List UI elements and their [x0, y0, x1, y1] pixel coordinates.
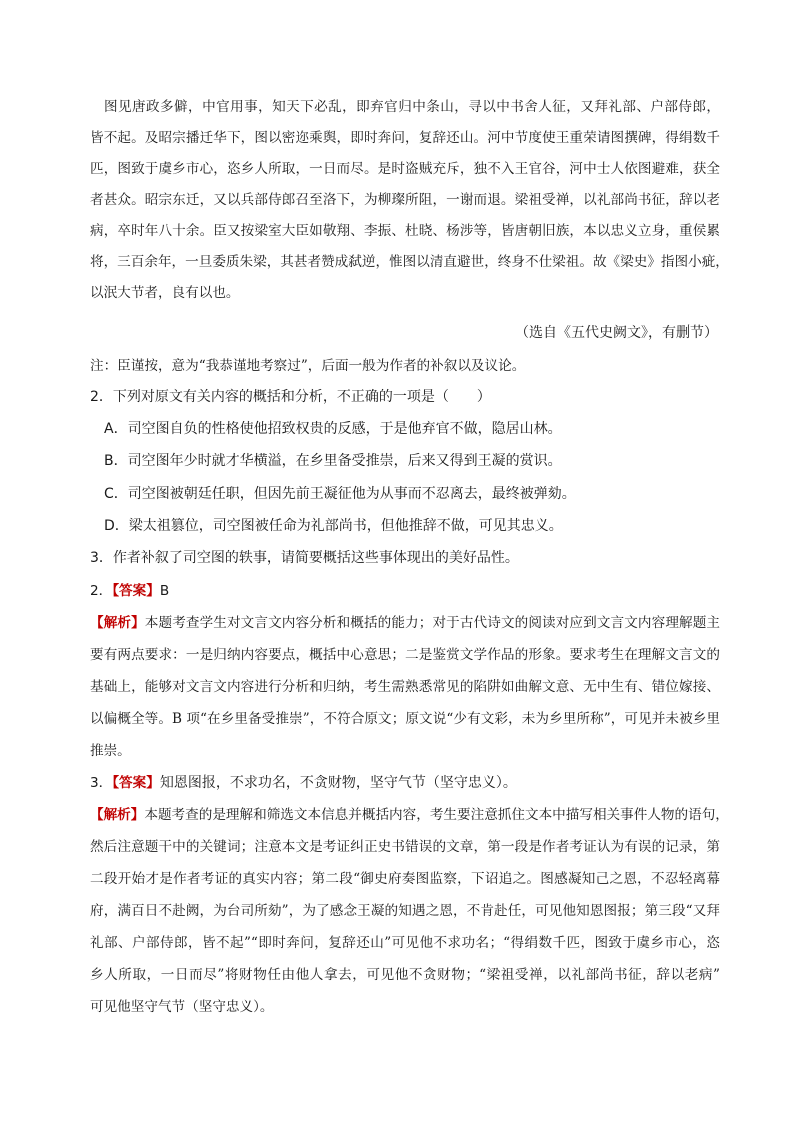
passage-line: 匹，图致于虞乡市心，恣乡人所取，一日而尽。是时盗贼充斥，独不入王官谷，河中士人依图避难，获全 [90, 161, 720, 177]
analysis-line: 基础上，能够对文言文内容进行分析和归纳，考生需熟悉常见的陷阱如曲解文意、无中生有、错位嫁接、 [90, 679, 720, 695]
question-2-stem: 2．下列对原文有关内容的概括和分析，不正确的一项是（ ） [90, 389, 491, 405]
analysis-line: 【解析】本题考查学生对文言文内容分析和概括的能力；对于古代诗文的阅读对应到文言文内容理解题主 [90, 615, 721, 631]
analysis-line: 以偏概全等。B 项“在乡里备受推崇”，不符合原文；原文说“少有文彩，未为乡里所称”，可见并未被乡里 [90, 711, 720, 727]
question-2-option-d: D．梁太祖篡位，司空图被任命为礼部尚书，但他推辞不做，可见其忠义。 [104, 518, 563, 534]
passage-line: 图见唐政多僻，中官用事，知天下必乱，即弃官归中条山，寻以中书舍人征，又拜礼部、户部侍郎， [104, 99, 720, 115]
analysis-line: 乡人所取，一日而尽”将财物任由他人拿去，可见他不贪财物；“梁祖受禅，以礼部尚书征，辞以老病” [90, 967, 720, 983]
answer-2-header [90, 579, 169, 599]
answer-3-header [90, 771, 517, 792]
analysis-tag: 【解析】 [90, 807, 145, 823]
answer-tag: 【答案】 [112, 583, 160, 599]
passage-source: （选自《五代史阙文》，有删节） [515, 325, 718, 341]
answer-tag: 【答案】 [112, 775, 160, 791]
question-2-option-c: C．司空图被朝廷任职，但因先前王凝征他为从事而不忍离去，最终被弹劾。 [104, 486, 576, 502]
passage-line: 病，卒时年八十余。臣又按梁室大臣如敬翔、李振、杜晓、杨涉等，皆唐朝旧族，本以忠义立身，重侯累 [90, 223, 720, 239]
question-2-option-a: A．司空图自负的性格使他招致权贵的反感，于是他弃官不做，隐居山林。 [104, 421, 562, 437]
analysis-line: 然后注意题干中的关键词；注意本文是考证纠正史书错误的文章，第一段是作者考证认为有误的记录，第 [90, 839, 720, 855]
answer-number: 3． [90, 775, 113, 791]
passage-line: 将，三百余年，一旦委质朱梁，其甚者赞成弑逆，惟图以清直避世，终身不仕梁祖。故《梁史》指图小疵， [90, 254, 729, 270]
answer-value: B [159, 583, 170, 599]
question-3-stem: 3．作者补叙了司空图的轶事，请简要概括这些事体现出的美好品性。 [90, 550, 519, 566]
analysis-line: 二段开始才是作者考证的真实内容；第二段“御史府奏图监察，下诏追之。图感凝知己之恩，不忍轻离幕 [90, 871, 720, 887]
analysis-line: 要有两点要求：一是归纳内容要点，概括中心意思；二是鉴赏文学作品的形象。要求考生在理解文言文的 [90, 647, 720, 663]
answer-value: 知恩图报，不求功名，不贪财物，坚守气节（坚守忠义）。 [159, 775, 517, 791]
answer-number: 2． [90, 583, 113, 599]
analysis-line: 【解析】本题考查的是理解和筛选文本信息并概括内容，考生要注意抓住文本中描写相关事件人物的语句， [90, 807, 729, 823]
analysis-line: 礼部、户部侍郎，皆不起”“即时奔问，复辞还山”可见他不求功名；“得绢数千匹，图致于虞乡市心，恣 [90, 935, 720, 951]
passage-line: 皆不起。及昭宗播迁华下，图以密迩乘舆，即时奔问，复辞还山。河中节度使王重荣请图撰碑，得绢数千 [90, 130, 720, 146]
passage-line: 以泯大节者，良有以也。 [90, 285, 240, 301]
question-2-option-b: B．司空图年少时就才华横溢，在乡里备受推崇，后来又得到王凝的赏识。 [104, 453, 562, 469]
analysis-tag: 【解析】 [90, 615, 145, 631]
passage-note: 注：臣谨按，意为“我恭谨地考察过”，后面一般为作者的补叙以及议论。 [90, 358, 526, 374]
passage-line: 者甚众。昭宗东迁，又以兵部侍郎召至洛下，为柳璨所阻，一谢而退。梁祖受禅，以礼部尚书征，辞以老 [90, 192, 720, 208]
analysis-line: 推崇。 [90, 743, 131, 759]
analysis-line: 府，满百日不赴阙，为台司所劾”，为了感念王凝的知遇之恩，不肯赴任，可见他知恩图报；第三段“又拜 [90, 903, 720, 919]
analysis-line: 可见他坚守气节（坚守忠义）。 [90, 999, 274, 1015]
